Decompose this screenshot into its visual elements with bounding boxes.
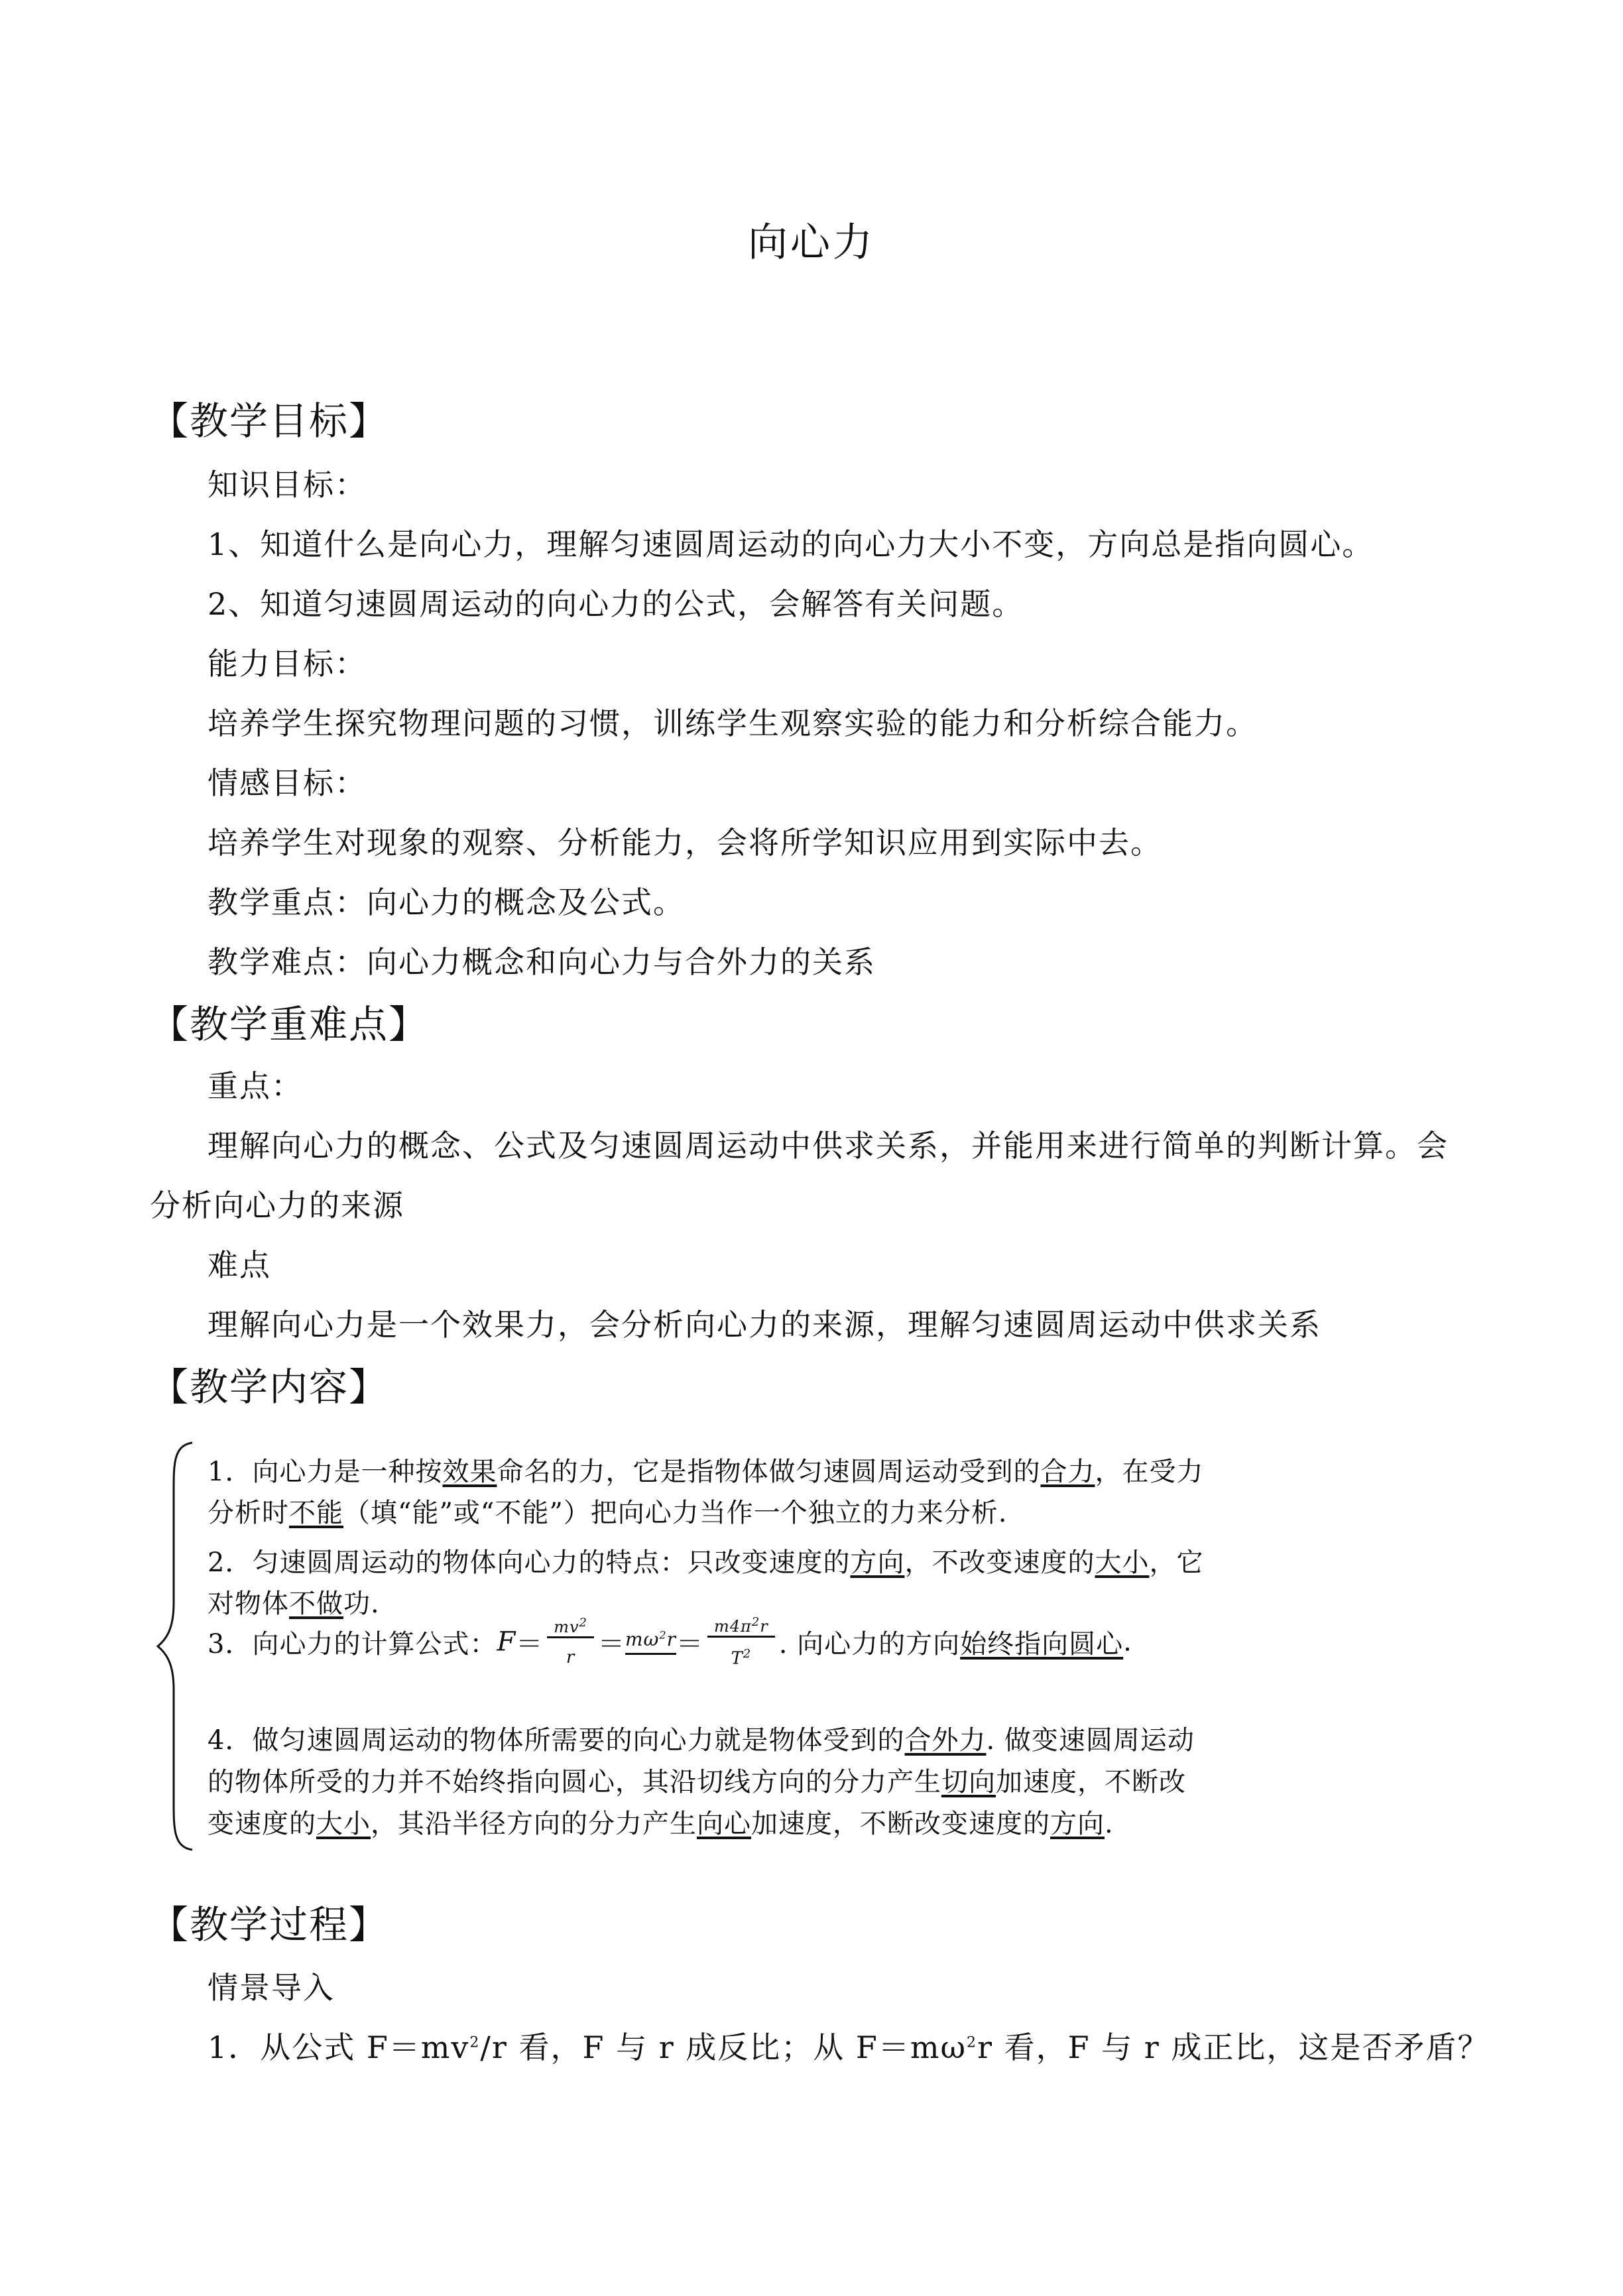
knowledge-objective-1: 1、知道什么是向心力，理解匀速圆周运动的向心力大小不变，方向总是指向圆心。 <box>208 526 1374 562</box>
fraction-mv2-over-r: $\frac{mv^2}{r}$ <box>547 1616 594 1667</box>
content-item-3-formula: 3．向心力的计算公式：F＝ $\frac{mv^2}{r}$ $=m\omega^2r=$ $\frac{m4\pi^2r}{T^2}$ . 向心力的方向始终指向圆心. <box>208 1615 1132 1669</box>
content-item-2-line-1: 2．匀速圆周运动的物体向心力的特点：只改变速度的方向，不改变速度的大小，它 <box>208 1547 1204 1578</box>
ability-objectives-label: 能力目标： <box>208 646 367 682</box>
focus-label: 重点： <box>208 1068 303 1104</box>
section-heading-key-points: 【教学重难点】 <box>150 1002 429 1047</box>
content-item-1-line-1: 1．向心力是一种按效果命名的力，它是指物体做匀速圆周运动受到的合力，在受力 <box>208 1457 1204 1487</box>
process-question-1: 1．从公式 $F=mv^2/r$ 看，F 与 r 成反比；从 $F=m\omega^2r$ 看，F 与 r 成正比，这是否矛盾？ <box>208 2029 1490 2065</box>
focus-line-1: 理解向心力的概念、公式及匀速圆周运动中供求关系，并能用来进行简单的判断计算。会 <box>208 1128 1449 1164</box>
ability-objective: 培养学生探究物理问题的习惯，训练学生观察实验的能力和分析综合能力。 <box>208 705 1258 741</box>
teaching-difficulty: 教学难点：向心力概念和向心力与合外力的关系 <box>208 944 876 980</box>
scene-intro-label: 情景导入 <box>208 1970 335 2006</box>
section-heading-process: 【教学过程】 <box>150 1902 389 1947</box>
fraction-m4pi2r-over-T2: $\frac{m4\pi^2r}{T^2}$ <box>707 1615 775 1669</box>
section-heading-content: 【教学内容】 <box>150 1364 389 1410</box>
difficulty-text: 理解向心力是一个效果力，会分析向心力的来源，理解匀速圆周运动中供求关系 <box>208 1307 1321 1343</box>
emotion-objective: 培养学生对现象的观察、分析能力，会将所学知识应用到实际中去。 <box>208 825 1162 861</box>
content-item-1-line-2: 分析时不能（填“能”或“不能”）把向心力当作一个独立的力来分析. <box>208 1498 1008 1528</box>
content-item-4-line-1: 4．做匀速圆周运动的物体所需要的向心力就是物体受到的合外力. 做变速圆周运动 <box>208 1725 1195 1756</box>
content-item-4-line-3: 变速度的大小，其沿半径方向的分力产生向心加速度，不断改变速度的方向. <box>208 1809 1114 1839</box>
emotion-objectives-label: 情感目标： <box>208 765 367 801</box>
left-brace <box>154 1437 200 1855</box>
knowledge-objectives-label: 知识目标： <box>208 467 367 503</box>
content-item-4-line-2: 的物体所受的力并不始终指向圆心，其沿切线方向的分力产生切向加速度，不断改 <box>208 1767 1186 1797</box>
term-m-omega2-r: $m\omega^2r$ <box>625 1628 676 1655</box>
teaching-focus: 教学重点：向心力的概念及公式。 <box>208 884 685 920</box>
page-title: 向心力 <box>748 219 875 266</box>
difficulty-label: 难点 <box>208 1247 271 1283</box>
content-item-2-line-2: 对物体不做功. <box>208 1589 380 1619</box>
focus-line-2: 分析向心力的来源 <box>150 1187 404 1223</box>
section-heading-objectives: 【教学目标】 <box>150 398 389 444</box>
knowledge-objective-2: 2、知道匀速圆周运动的向心力的公式，会解答有关问题。 <box>208 586 1024 622</box>
